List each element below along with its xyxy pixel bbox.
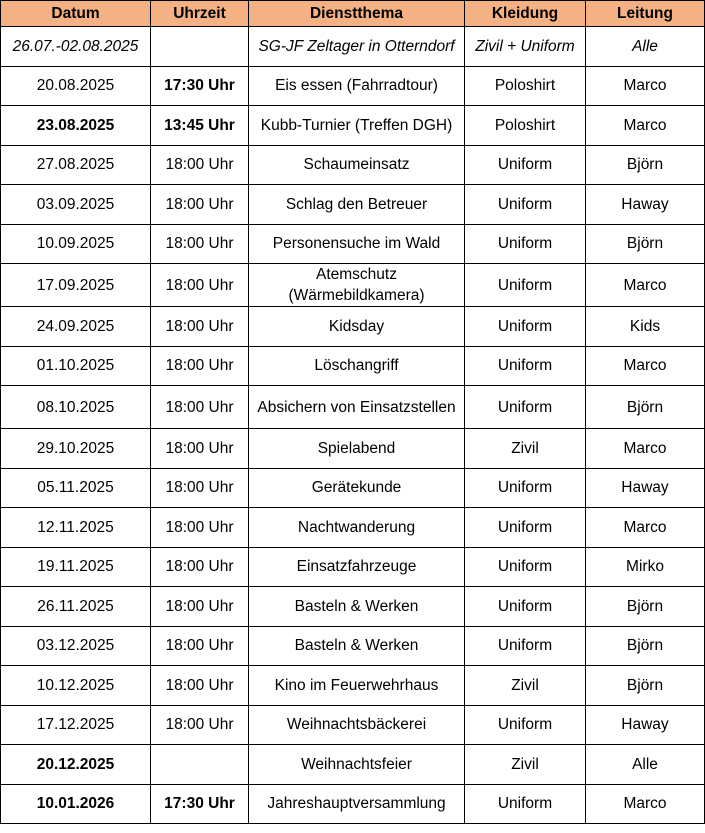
- cell-leitung: Marco: [586, 508, 705, 548]
- cell-kleidung: Poloshirt: [465, 106, 586, 146]
- cell-uhrzeit: 18:00 Uhr: [151, 145, 249, 185]
- cell-leitung: Haway: [586, 468, 705, 508]
- cell-kleidung: Zivil: [465, 666, 586, 706]
- cell-leitung: Björn: [586, 587, 705, 627]
- cell-datum: 26.11.2025: [1, 587, 151, 627]
- cell-uhrzeit: 18:00 Uhr: [151, 547, 249, 587]
- cell-kleidung: Zivil: [465, 429, 586, 469]
- cell-kleidung: Uniform: [465, 508, 586, 548]
- cell-datum: 03.12.2025: [1, 626, 151, 666]
- cell-leitung: Marco: [586, 784, 705, 824]
- cell-dienstthema: Kubb-Turnier (Treffen DGH): [249, 106, 465, 146]
- cell-kleidung: Uniform: [465, 705, 586, 745]
- cell-datum: 17.12.2025: [1, 705, 151, 745]
- cell-uhrzeit: 18:00 Uhr: [151, 626, 249, 666]
- cell-uhrzeit: [151, 27, 249, 67]
- cell-dienstthema: Eis essen (Fahrradtour): [249, 66, 465, 106]
- cell-uhrzeit: [151, 745, 249, 785]
- cell-dienstthema: Absichern von Einsatzstellen: [249, 386, 465, 429]
- cell-dienstthema: Einsatzfahrzeuge: [249, 547, 465, 587]
- cell-datum: 19.11.2025: [1, 547, 151, 587]
- cell-kleidung: Uniform: [465, 386, 586, 429]
- cell-kleidung: Poloshirt: [465, 66, 586, 106]
- cell-kleidung: Uniform: [465, 264, 586, 307]
- cell-datum: 10.09.2025: [1, 224, 151, 264]
- cell-uhrzeit: 18:00 Uhr: [151, 429, 249, 469]
- cell-uhrzeit: 18:00 Uhr: [151, 587, 249, 627]
- cell-datum: 01.10.2025: [1, 346, 151, 386]
- cell-leitung: Björn: [586, 224, 705, 264]
- table-row: [1, 547, 705, 587]
- cell-uhrzeit: 18:00 Uhr: [151, 185, 249, 225]
- cell-uhrzeit: 18:00 Uhr: [151, 386, 249, 429]
- table-row: [1, 587, 705, 627]
- cell-dienstthema: Kidsday: [249, 307, 465, 347]
- cell-kleidung: Uniform: [465, 185, 586, 225]
- cell-datum: 10.12.2025: [1, 666, 151, 706]
- cell-uhrzeit: 18:00 Uhr: [151, 705, 249, 745]
- cell-kleidung: Zivil + Uniform: [465, 27, 586, 67]
- cell-leitung: Kids: [586, 307, 705, 347]
- table-row: [1, 745, 705, 785]
- cell-leitung: Marco: [586, 264, 705, 307]
- cell-kleidung: Uniform: [465, 307, 586, 347]
- cell-dienstthema: Nachtwanderung: [249, 508, 465, 548]
- cell-uhrzeit: 17:30 Uhr: [151, 66, 249, 106]
- table-row: [1, 106, 705, 146]
- cell-kleidung: Zivil: [465, 745, 586, 785]
- cell-datum: 20.08.2025: [1, 66, 151, 106]
- cell-datum: 17.09.2025: [1, 264, 151, 307]
- table-row: [1, 264, 705, 307]
- table-row: [1, 145, 705, 185]
- cell-dienstthema: Personensuche im Wald: [249, 224, 465, 264]
- cell-uhrzeit: 18:00 Uhr: [151, 468, 249, 508]
- table-row: [1, 468, 705, 508]
- cell-dienstthema: Basteln & Werken: [249, 587, 465, 627]
- header-dienstthema: Dienstthema: [249, 1, 465, 27]
- header-row: [1, 1, 705, 27]
- cell-leitung: Björn: [586, 386, 705, 429]
- cell-leitung: Haway: [586, 705, 705, 745]
- cell-uhrzeit: 18:00 Uhr: [151, 346, 249, 386]
- cell-uhrzeit: 18:00 Uhr: [151, 666, 249, 706]
- table-row: [1, 307, 705, 347]
- cell-leitung: Björn: [586, 145, 705, 185]
- table-row: [1, 666, 705, 706]
- cell-uhrzeit: 18:00 Uhr: [151, 224, 249, 264]
- cell-kleidung: Uniform: [465, 587, 586, 627]
- cell-uhrzeit: 18:00 Uhr: [151, 508, 249, 548]
- table-row: [1, 705, 705, 745]
- header-leitung: Leitung: [586, 1, 705, 27]
- cell-dienstthema: Schlag den Betreuer: [249, 185, 465, 225]
- cell-leitung: Marco: [586, 429, 705, 469]
- cell-dienstthema: Spielabend: [249, 429, 465, 469]
- cell-kleidung: Uniform: [465, 346, 586, 386]
- table-row: [1, 27, 705, 67]
- cell-leitung: Haway: [586, 185, 705, 225]
- header-kleidung: Kleidung: [465, 1, 586, 27]
- cell-datum: 29.10.2025: [1, 429, 151, 469]
- cell-datum: 26.07.-02.08.2025: [1, 27, 151, 67]
- cell-dienstthema: Weihnachtsbäckerei: [249, 705, 465, 745]
- table-row: [1, 185, 705, 225]
- cell-dienstthema: Weihnachtsfeier: [249, 745, 465, 785]
- table-row: [1, 66, 705, 106]
- cell-kleidung: Uniform: [465, 224, 586, 264]
- cell-uhrzeit: 17:30 Uhr: [151, 784, 249, 824]
- cell-dienstthema: Schaumeinsatz: [249, 145, 465, 185]
- cell-kleidung: Uniform: [465, 626, 586, 666]
- cell-leitung: Alle: [586, 745, 705, 785]
- cell-kleidung: Uniform: [465, 468, 586, 508]
- cell-dienstthema: Löschangriff: [249, 346, 465, 386]
- cell-dienstthema: Basteln & Werken: [249, 626, 465, 666]
- cell-dienstthema: SG-JF Zeltager in Otterndorf: [249, 27, 465, 67]
- table-row: [1, 386, 705, 429]
- header-uhrzeit: Uhrzeit: [151, 1, 249, 27]
- cell-datum: 24.09.2025: [1, 307, 151, 347]
- header-datum: Datum: [1, 1, 151, 27]
- table-row: [1, 784, 705, 824]
- cell-datum: 12.11.2025: [1, 508, 151, 548]
- cell-leitung: Björn: [586, 626, 705, 666]
- cell-uhrzeit: 13:45 Uhr: [151, 106, 249, 146]
- cell-leitung: Björn: [586, 666, 705, 706]
- cell-datum: 23.08.2025: [1, 106, 151, 146]
- cell-datum: 05.11.2025: [1, 468, 151, 508]
- cell-leitung: Marco: [586, 346, 705, 386]
- cell-leitung: Marco: [586, 106, 705, 146]
- cell-datum: 20.12.2025: [1, 745, 151, 785]
- cell-datum: 03.09.2025: [1, 185, 151, 225]
- cell-kleidung: Uniform: [465, 784, 586, 824]
- table-row: [1, 626, 705, 666]
- cell-uhrzeit: 18:00 Uhr: [151, 264, 249, 307]
- cell-dienstthema: Atemschutz (Wärmebildkamera): [249, 264, 465, 307]
- cell-leitung: Marco: [586, 66, 705, 106]
- cell-datum: 08.10.2025: [1, 386, 151, 429]
- table-row: [1, 346, 705, 386]
- cell-kleidung: Uniform: [465, 547, 586, 587]
- table-row: [1, 224, 705, 264]
- cell-dienstthema: Kino im Feuerwehrhaus: [249, 666, 465, 706]
- table-row: [1, 508, 705, 548]
- cell-leitung: Alle: [586, 27, 705, 67]
- table-row: [1, 429, 705, 469]
- cell-kleidung: Uniform: [465, 145, 586, 185]
- cell-datum: 10.01.2026: [1, 784, 151, 824]
- cell-uhrzeit: 18:00 Uhr: [151, 307, 249, 347]
- cell-dienstthema: Jahreshauptversammlung: [249, 784, 465, 824]
- cell-dienstthema: Gerätekunde: [249, 468, 465, 508]
- cell-datum: 27.08.2025: [1, 145, 151, 185]
- cell-leitung: Mirko: [586, 547, 705, 587]
